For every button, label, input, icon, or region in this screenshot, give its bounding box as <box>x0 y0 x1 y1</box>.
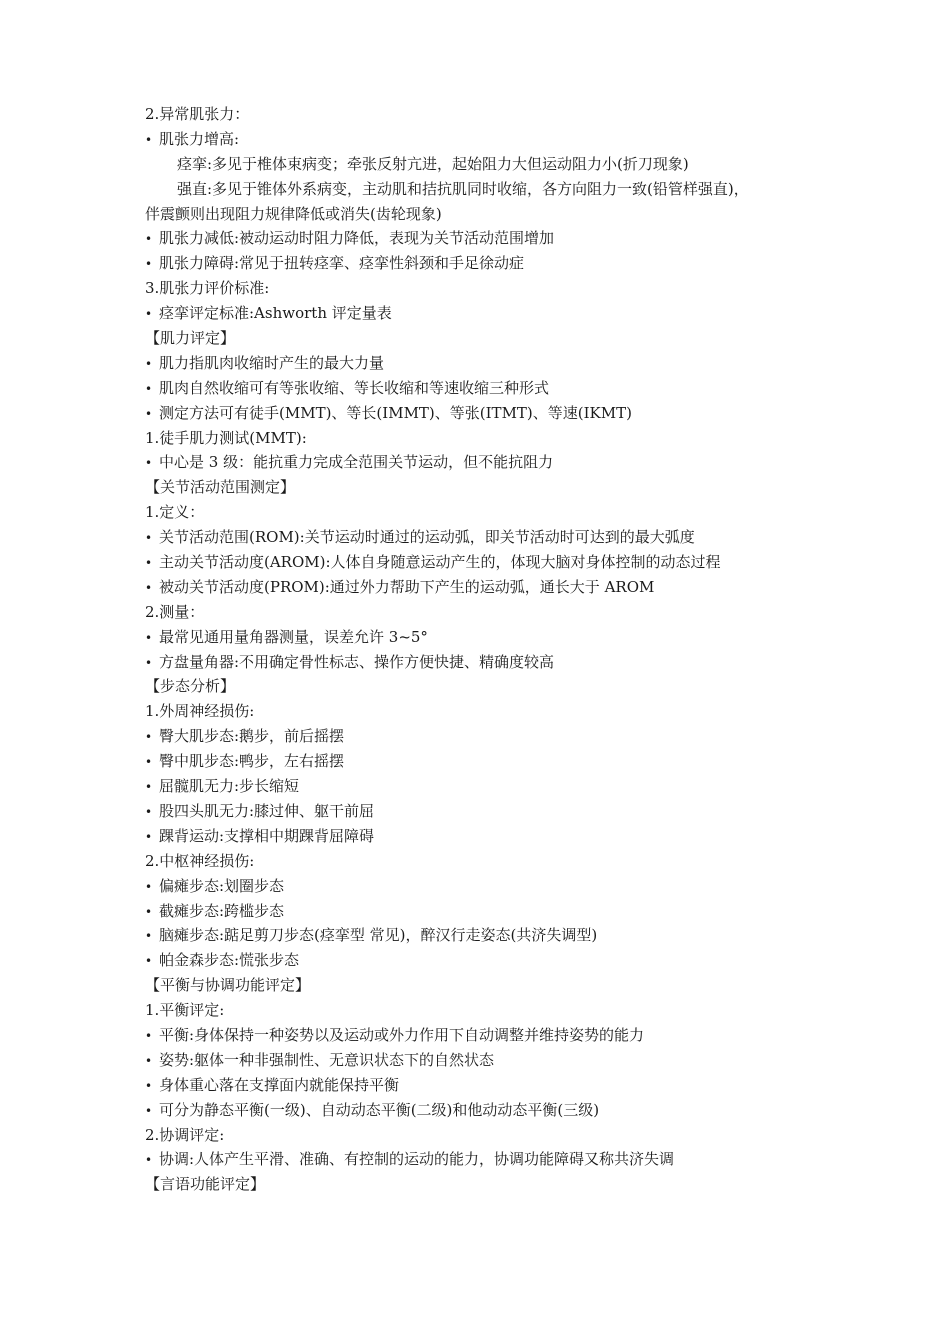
bullet-item <box>145 301 815 326</box>
bullet-marker: • <box>145 1078 153 1093</box>
text-line <box>145 102 815 127</box>
line-text: 主动关节活动度(AROM):人体自身随意运动产生的，体现大脑对身体控制的动态过程 <box>159 553 721 572</box>
bullet-item <box>145 749 815 774</box>
text-line <box>145 475 815 500</box>
text-line <box>145 1172 815 1197</box>
bullet-item <box>145 525 815 550</box>
text-line <box>145 426 815 451</box>
line-text: 肌力指肌肉收缩时产生的最大力量 <box>159 353 385 372</box>
line-text: 伴震颤则出现阻力规律降低或消失(齿轮现象) <box>145 204 442 223</box>
bullet-item <box>145 127 815 152</box>
line-text: 【步态分析】 <box>145 677 236 696</box>
bullet-marker: • <box>145 904 153 919</box>
line-text: 测定方法可有徒手(MMT)、等长(IMMT)、等张(ITMT)、等速(IKMT) <box>159 403 632 422</box>
bullet-marker: • <box>145 257 153 272</box>
line-text: 1.平衡评定: <box>145 1001 225 1020</box>
line-text: 姿势:躯体一种非强制性、无意识状态下的自然状态 <box>159 1050 495 1069</box>
line-text: 2.测量： <box>145 602 205 621</box>
line-text: 可分为静态平衡(一级)、自动动态平衡(二级)和他动动态平衡(三级) <box>159 1100 600 1119</box>
bullet-marker: • <box>145 804 153 819</box>
bullet-item <box>145 251 815 276</box>
bullet-item <box>145 724 815 749</box>
line-text: 肌张力增高: <box>159 129 240 148</box>
bullet-marker: • <box>145 780 153 795</box>
bullet-item <box>145 1023 815 1048</box>
line-text: 痉挛评定标准:Ashworth 评定量表 <box>159 304 392 323</box>
line-text: 【平衡与协调功能评定】 <box>145 976 311 995</box>
text-line <box>145 500 815 525</box>
indented-paragraph <box>145 177 815 202</box>
bullet-item <box>145 351 815 376</box>
line-text: 痉挛:多见于椎体束病变；牵张反射亢进，起始阻力大但运动阻力小(折刀现象) <box>177 154 689 173</box>
line-text: 臀中肌步态:鸭步，左右摇摆 <box>159 752 345 771</box>
line-text: 【言语功能评定】 <box>145 1175 266 1194</box>
bullet-item <box>145 799 815 824</box>
bullet-marker: • <box>145 1103 153 1118</box>
bullet-marker: • <box>145 406 153 421</box>
bullet-marker: • <box>145 132 153 147</box>
document-body <box>145 102 815 1197</box>
line-text: 【肌力评定】 <box>145 329 236 348</box>
line-text: 肌肉自然收缩可有等张收缩、等长收缩和等速收缩三种形式 <box>159 378 550 397</box>
bullet-item <box>145 1048 815 1073</box>
line-text: 3.肌张力评价标准: <box>145 279 270 298</box>
bullet-item <box>145 650 815 675</box>
bullet-item <box>145 401 815 426</box>
line-text: 协调:人体产生平滑、准确、有控制的运动的能力，协调功能障碍又称共济失调 <box>159 1150 675 1169</box>
line-text: 肌张力减低:被动运动时阻力降低，表现为关节活动范围增加 <box>159 229 555 248</box>
line-text: 肌张力障碍:常见于扭转痉挛、痉挛性斜颈和手足徐动症 <box>159 254 525 273</box>
text-line <box>145 998 815 1023</box>
bullet-marker: • <box>145 381 153 396</box>
text-line <box>145 674 815 699</box>
bullet-marker: • <box>145 655 153 670</box>
bullet-marker: • <box>145 730 153 745</box>
bullet-marker: • <box>145 1153 153 1168</box>
bullet-marker: • <box>145 1028 153 1043</box>
bullet-item <box>145 1098 815 1123</box>
text-line <box>145 202 815 227</box>
bullet-item <box>145 1073 815 1098</box>
line-text: 1.徒手肌力测试(MMT): <box>145 428 307 447</box>
bullet-marker: • <box>145 456 153 471</box>
line-text: 强直:多见于锥体外系病变，主动肌和拮抗肌同时收缩，各方向阻力一致(铅管样强直)， <box>177 179 749 198</box>
bullet-marker: • <box>145 879 153 894</box>
line-text: 股四头肌无力:膝过伸、躯干前屈 <box>159 801 375 820</box>
line-text: 臀大肌步态:鹅步，前后摇摆 <box>159 727 345 746</box>
bullet-item <box>145 824 815 849</box>
indented-paragraph <box>145 152 815 177</box>
line-text: 【关节活动范围测定】 <box>145 478 296 497</box>
text-line <box>145 699 815 724</box>
line-text: 帕金森步态:慌张步态 <box>159 951 300 970</box>
bullet-item <box>145 575 815 600</box>
line-text: 偏瘫步态:划圈步态 <box>159 876 285 895</box>
bullet-marker: • <box>145 630 153 645</box>
bullet-item <box>145 874 815 899</box>
bullet-item <box>145 625 815 650</box>
bullet-marker: • <box>145 755 153 770</box>
line-text: 踝背运动:支撑相中期踝背屈障碍 <box>159 826 375 845</box>
bullet-item <box>145 899 815 924</box>
bullet-marker: • <box>145 232 153 247</box>
bullet-item <box>145 226 815 251</box>
text-line <box>145 1123 815 1148</box>
bullet-marker: • <box>145 531 153 546</box>
line-text: 2.中枢神经损伤: <box>145 851 255 870</box>
bullet-item <box>145 948 815 973</box>
bullet-item <box>145 1147 815 1172</box>
bullet-marker: • <box>145 580 153 595</box>
line-text: 身体重心落在支撑面内就能保持平衡 <box>159 1075 400 1094</box>
text-line <box>145 326 815 351</box>
bullet-marker: • <box>145 356 153 371</box>
line-text: 屈髋肌无力:步长缩短 <box>159 777 300 796</box>
line-text: 截瘫步态:跨槛步态 <box>159 901 285 920</box>
line-text: 脑瘫步态:踮足剪刀步态(痉挛型 常见)，醉汉行走姿态(共济失调型) <box>159 926 598 945</box>
bullet-marker: • <box>145 929 153 944</box>
text-line <box>145 849 815 874</box>
line-text: 关节活动范围(ROM):关节运动时通过的运动弧，即关节活动时可达到的最大弧度 <box>159 528 695 547</box>
bullet-marker: • <box>145 954 153 969</box>
text-line <box>145 276 815 301</box>
line-text: 最常见通用量角器测量，误差允许 3~5° <box>159 627 428 646</box>
line-text: 中心是 3 级：能抗重力完成全范围关节运动，但不能抗阻力 <box>159 453 554 472</box>
bullet-item <box>145 550 815 575</box>
bullet-marker: • <box>145 556 153 571</box>
bullet-item <box>145 923 815 948</box>
line-text: 被动关节活动度(PROM):通过外力帮助下产生的运动弧，通长大于 AROM <box>159 577 655 596</box>
line-text: 2.异常肌张力： <box>145 105 250 123</box>
line-text: 1.定义： <box>145 503 205 522</box>
line-text: 方盘量角器:不用确定骨性标志、操作方便快捷、精确度较高 <box>159 652 555 671</box>
line-text: 平衡:身体保持一种姿势以及运动或外力作用下自动调整并维持姿势的能力 <box>159 1025 645 1044</box>
text-line <box>145 973 815 998</box>
text-line <box>145 600 815 625</box>
line-text: 1.外周神经损伤: <box>145 702 255 721</box>
line-text: 2.协调评定: <box>145 1125 225 1144</box>
bullet-marker: • <box>145 1053 153 1068</box>
bullet-marker: • <box>145 829 153 844</box>
bullet-item <box>145 450 815 475</box>
bullet-marker: • <box>145 307 153 322</box>
bullet-item <box>145 376 815 401</box>
bullet-item <box>145 774 815 799</box>
